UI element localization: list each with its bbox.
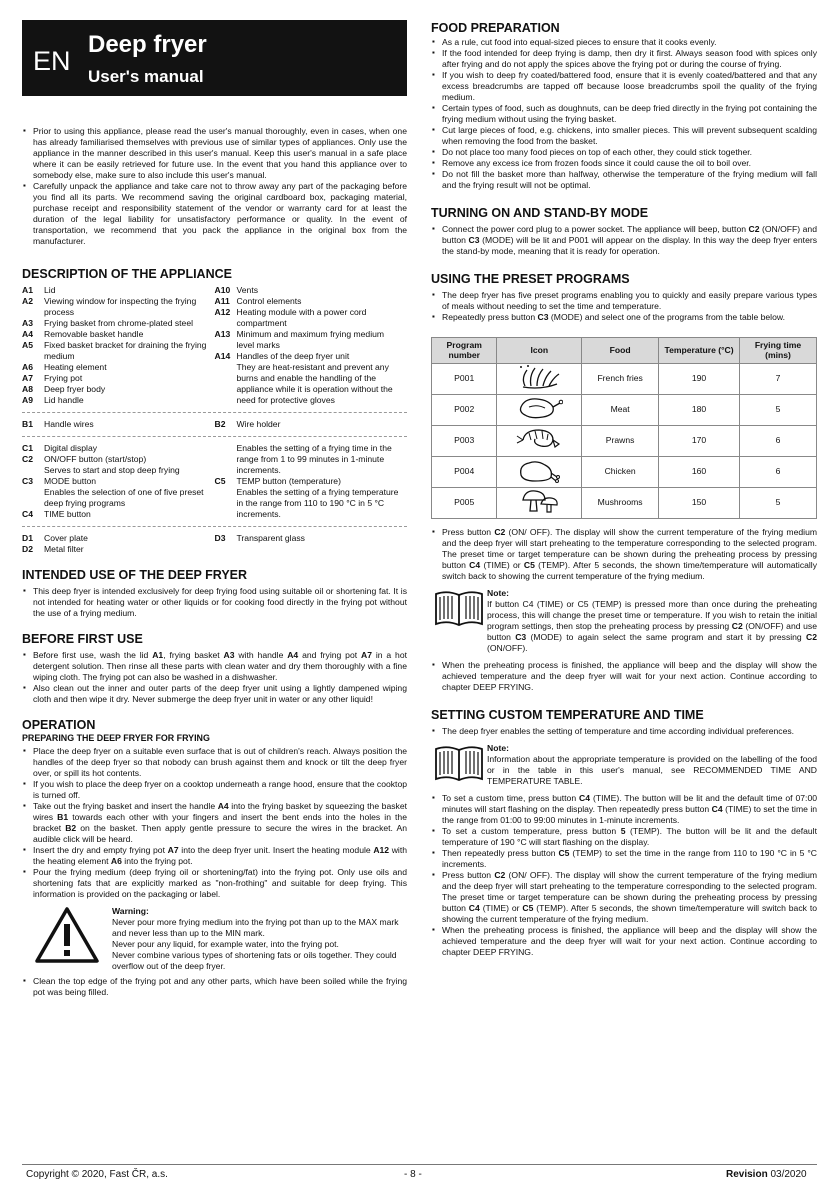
reference-code: C2 (731, 620, 743, 631)
program-number-cell: P004 (432, 456, 497, 487)
table-row (432, 456, 817, 487)
part-description: Viewing window for inspecting the frying process (44, 296, 197, 317)
reference-code: C4 (579, 792, 591, 803)
food-cell: Meat (582, 394, 659, 425)
column-header: Icon (497, 338, 582, 364)
reference-code: C4 (468, 902, 480, 913)
part-code: A9 (22, 395, 33, 405)
paragraph: ▪ Then repeatedly press button C5 (TEMP) to set the time in the range from 110 to 190 °C in 5 °C increments. (431, 848, 817, 870)
part-item (22, 509, 215, 520)
parts-col (22, 419, 215, 430)
paragraph: ▪ Pour the frying medium (deep frying oil or shortening/fat) into the frying pot. Only use oils and shortening fats that are explicitly marked as "non-frothing" and suitable for deep frying. This information is provided on the packaging or label. (22, 867, 407, 900)
part-description: Control elements (236, 296, 302, 306)
page-subtitle: User's manual (88, 67, 204, 86)
warning-line: Never pour any liquid, for example water, into the frying pot. (112, 939, 339, 950)
part-description: Deep fryer body (44, 384, 106, 394)
footer-page-number: - 8 - (404, 1169, 422, 1180)
parts-col (215, 419, 408, 430)
part-item (22, 395, 215, 406)
warning-line: Never combine various types of shortening fats or oils together. They could overflow out of the deep fryer. (112, 950, 397, 972)
part-item (22, 384, 215, 395)
list-item: ▪ Remove any excess ice from frozen foods since it could cause the oil to boil over. (431, 158, 817, 169)
column-header: Program number (432, 338, 497, 364)
part-code: C2 (22, 454, 33, 464)
reference-code: 5 (620, 825, 626, 836)
temperature-cell: 170 (659, 425, 740, 456)
french-fries-icon (515, 364, 563, 393)
parts-group-c (22, 443, 407, 527)
frying-time-cell: 5 (739, 394, 816, 425)
reference-code: A4 (287, 650, 299, 660)
food-cell: Chicken (582, 456, 659, 487)
paragraph: ▪ Clean the top edge of the frying pot and any other parts, which have been soiled while the frying pot was being filled. (22, 976, 407, 998)
section-heading: INTENDED USE OF THE DEEP FRYER (22, 568, 248, 582)
part-item (22, 373, 215, 384)
paragraph: ▪ Insert the dry and empty frying pot A7 into the deep fryer unit. Insert the heating module A12 with the heating element A6 into the frying pot. (22, 845, 407, 867)
note-box (431, 743, 817, 787)
part-item (215, 307, 408, 329)
language-code: EN (33, 46, 71, 76)
paragraph: ▪ Press button C2 (ON/ OFF). The display will show the current temperature of the frying medium and the deep fryer will start preheating to the temperature corresponding to the selected program. The preset time or target temperature can be shown during the preheating process by pressing button C4 (TIME) or C5 (TEMP). After 5 seconds, the shown time/temperature will automatically switch back to showing the current temperature of the frying medium. (431, 527, 817, 582)
frying-time-cell: 7 (739, 363, 816, 394)
standby-section (431, 205, 817, 257)
section-heading: SETTING CUSTOM TEMPERATURE AND TIME (431, 707, 704, 722)
part-description: Frying pot (44, 373, 83, 383)
program-table (431, 337, 817, 519)
part-description: Lid handle (44, 395, 84, 405)
icon-cell (497, 487, 582, 518)
reference-code: C2 (494, 526, 506, 537)
book-icon (431, 588, 487, 654)
part-description: Enables the selection of one of five preset deep frying programs (44, 487, 204, 508)
icon-cell (497, 456, 582, 487)
part-item (215, 351, 408, 362)
temperature-cell: 160 (659, 456, 740, 487)
part-item (22, 476, 215, 487)
part-description: ON/OFF button (start/stop) (44, 454, 147, 464)
frying-time-cell: 6 (739, 425, 816, 456)
temperature-cell: 150 (659, 487, 740, 518)
temperature-cell: 180 (659, 394, 740, 425)
paragraph: ▪ Take out the frying basket and insert the handle A4 into the frying basket by squeezing the basket wires B1 towards each other with your fingers and insert the bent ends into the holes in the bracket B2 on the basket. Then apply gentle pressure to secure the wires in the bracket. An audible click will be heard. (22, 801, 407, 845)
part-item (22, 544, 215, 555)
section-heading: FOOD PREPARATION (431, 21, 560, 35)
part-item (22, 487, 215, 509)
reference-code: B1 (57, 812, 69, 823)
part-code: A5 (22, 340, 33, 350)
meat-icon (515, 395, 563, 424)
footer-revision (726, 1169, 807, 1182)
part-item (22, 454, 215, 465)
before-first-use-section (22, 631, 407, 705)
paragraph: ▪ Repeatedly press button C3 (MODE) and select one of the programs from the table below. (431, 312, 817, 323)
icon-cell (497, 394, 582, 425)
table-row (432, 394, 817, 425)
footer-divider (22, 1164, 817, 1165)
part-code: B1 (22, 419, 33, 429)
paragraph: ▪ To set a custom temperature, press button 5 (TEMP). The button will be lit and the default temperature of 190 °C will start flashing on the display. (431, 826, 817, 848)
part-item (215, 285, 408, 296)
part-item (22, 329, 215, 340)
footer-copyright: Copyright © 2020, Fast ČR, a.s. (26, 1169, 168, 1180)
part-code: D1 (22, 533, 33, 543)
note-title: Note: (487, 742, 509, 753)
parts-col (215, 285, 408, 406)
food-cell: Mushrooms (582, 487, 659, 518)
table-row (432, 425, 817, 456)
list-item: ▪ If you wish to deep fry coated/battered food, ensure that it is evenly coated/battered and that any excess breadcrumbs are tapped off because loose breadcrumbs spoil the quality of the frying medium. (431, 70, 817, 103)
part-item (22, 340, 215, 362)
part-item (215, 419, 408, 430)
parts-col (22, 533, 215, 555)
part-code: A10 (214, 285, 231, 295)
reference-code: C3 (537, 312, 549, 322)
program-number-cell: P003 (432, 425, 497, 456)
part-description: Enables the setting of a frying time in the range from 1 to 99 minutes in 1-minute increments. (236, 443, 392, 475)
reference-code: C2 (806, 631, 817, 642)
part-code: A2 (22, 296, 33, 306)
part-description: Serves to start and stop deep frying (44, 465, 180, 475)
paragraph: ▪ Also clean out the inner and outer parts of the deep fryer unit using a lightly dampened wiping cloth and then wipe it dry. Never submerge the deep fryer unit in water or any other liquid! (22, 683, 407, 705)
section-heading: BEFORE FIRST USE (22, 632, 143, 646)
part-code (215, 362, 237, 406)
part-code: A3 (22, 318, 33, 328)
program-number-cell: P005 (432, 487, 497, 518)
section-heading: OPERATION (22, 718, 96, 732)
subheading: PREPARING THE DEEP FRYER FOR FRYING (22, 733, 210, 743)
food-cell: French fries (582, 363, 659, 394)
parts-col (215, 443, 408, 520)
frying-time-cell: 5 (739, 487, 816, 518)
part-code: A12 (214, 307, 231, 317)
part-description: Heating element (44, 362, 107, 372)
part-code (22, 487, 44, 509)
part-description: Lid (44, 285, 56, 295)
part-description: Fixed basket bracket for draining the frying medium (44, 340, 207, 361)
operation-section (22, 717, 407, 998)
paragraph: ▪ When the preheating process is finished, the appliance will beep and the display will show the achieved temperature and the deep fryer will wait for your next action. Continue according to chapter DEEP FRYING. (431, 925, 817, 958)
warning-box (22, 906, 407, 972)
revision-date: 03/2020 (770, 1169, 807, 1180)
part-item (215, 533, 408, 544)
note-text: If button C4 (TIME) or C5 (TEMP) is pressed more than once during the preheating process, this will change the preset time or temperature. If you wish to retain the initial program settings, then stop the preheating process by pressing C2 (ON/OFF) and use button C3 (MODE) to again select the same program and start it by pressing C2 (ON/OFF). (487, 598, 817, 653)
part-item (22, 362, 215, 373)
part-description: Handle wires (44, 419, 94, 429)
part-description: Minimum and maximum frying medium level marks (236, 329, 385, 350)
description-section (22, 266, 407, 555)
right-column (431, 20, 817, 958)
mushrooms-icon (515, 488, 563, 517)
part-description: Removable basket handle (44, 329, 144, 339)
part-code: A11 (214, 296, 230, 306)
part-item (215, 476, 408, 487)
part-code: C1 (22, 443, 33, 453)
part-item (215, 362, 408, 406)
part-description: Digital display (44, 443, 98, 453)
part-item (22, 285, 215, 296)
custom-section (431, 707, 817, 958)
table-row (432, 487, 817, 518)
part-description: Vents (236, 285, 259, 295)
reference-code: C4 (711, 803, 723, 814)
reference-code: C5 (522, 902, 534, 913)
reference-code: C5 (523, 559, 535, 570)
page-title: Deep fryer (88, 31, 207, 58)
paragraph: ▪ To set a custom time, press button C4 (TIME). The button will be lit and the default time of 07:00 minutes will start flashing on the display. Then repeatedly press button C4 (TIME) to set the time in the range from 01:00 to 99:00 minutes in 1-minute increments. (431, 793, 817, 826)
part-code (22, 465, 44, 476)
part-code: D3 (214, 533, 226, 543)
part-description: They are heat-resistant and prevent any burns and enable the handling of the appliance while it is operation without the need for protective gloves (236, 362, 393, 405)
section-heading: TURNING ON AND STAND-BY MODE (431, 206, 649, 220)
part-item (22, 465, 215, 476)
paragraph: ▪ This deep fryer is intended exclusively for deep frying food using suitable oil or shortening fat. It is not intended for heating water or other liquids or for cooking food directly in the frying pot without the use of a frying medium. (22, 586, 407, 619)
food-prep-section (431, 20, 817, 191)
parts-col (22, 443, 215, 520)
parts-group-a (22, 285, 407, 413)
reference-code: C2 (748, 224, 760, 234)
part-code: B2 (214, 419, 226, 429)
icon-cell (497, 425, 582, 456)
reference-code: A7 (167, 845, 179, 856)
parts-col (22, 285, 215, 406)
part-description: Frying basket from chrome-plated steel (44, 318, 194, 328)
column-header: Food (582, 338, 659, 364)
part-description: Metal filter (44, 544, 84, 554)
table-row (432, 363, 817, 394)
table-header-row (432, 338, 817, 364)
parts-col (215, 533, 408, 555)
part-code: C3 (22, 476, 33, 486)
parts-group-d (22, 533, 407, 555)
paragraph: ▪ The deep fryer has five preset programs enabling you to quickly and easily prepare various types of meals without needing to set the time and temperature. (431, 290, 817, 312)
part-item (215, 487, 408, 520)
part-description: TIME button (44, 509, 91, 519)
part-description: Heating module with a power cord compartment (236, 307, 367, 328)
column-header: Frying time (mins) (739, 338, 816, 364)
title-banner (22, 20, 407, 96)
list-item: ▪ Do not fill the basket more than halfway, otherwise the temperature of the frying medium will fall and the frying result will not be optimal. (431, 169, 817, 191)
warning-title: Warning: (112, 906, 149, 917)
reference-code: A3 (223, 650, 235, 660)
intro-list (22, 126, 407, 247)
part-description: Wire holder (236, 419, 281, 429)
reference-code: A12 (373, 845, 390, 856)
warning-line: Never pour more frying medium into the frying pot than up to the MAX mark and never less than up to the MIN mark. (112, 917, 399, 939)
part-code: A13 (214, 329, 231, 339)
reference-code: A7 (360, 650, 372, 660)
reference-code: C3 (468, 235, 480, 245)
part-description: Enables the setting of a frying temperature in the range from 110 to 190 °C in 5 °C increments. (236, 487, 399, 519)
intended-use-section (22, 567, 407, 619)
part-description: TEMP button (temperature) (236, 476, 341, 486)
program-number-cell: P002 (432, 394, 497, 425)
paragraph: ▪ Press button C2 (ON/ OFF). The display will show the current temperature of the frying medium and the deep fryer will start preheating to the temperature corresponding to the selected program. The preset time or target temperature can be shown during the preheating process by pressing button C4 (TIME) or C5 (TEMP). After 5 seconds, the shown time/temperature will switch back to showing the current temperature of the frying medium. (431, 870, 817, 925)
food-prep-list (431, 37, 817, 191)
part-description: MODE button (44, 476, 97, 486)
part-description: Handles of the deep fryer unit (236, 351, 350, 361)
reference-code: C2 (494, 869, 506, 880)
section-heading: USING THE PRESET PROGRAMS (431, 272, 630, 286)
prawns-icon (515, 426, 563, 455)
note-text: Information about the appropriate temperature is provided on the labelling of the food or in the table in this user's manual, see RECOMMENDED TIME AND TEMPERATURE TABLE. (487, 753, 817, 786)
food-cell: Prawns (582, 425, 659, 456)
revision-label: Revision (726, 1169, 768, 1180)
intro-item: ▪ Carefully unpack the appliance and take care not to throw away any part of the packaging before you find all its parts. We recommend saving the original cardboard box, packaging material, purchase receipt and responsibility statement of the vendor or warranty card for at least the duration of the legal liability for unsatisfactory performance or quality. In the event of transportation, we recommend that you pack the appliance in the original box from the manufacturer. (22, 181, 407, 247)
part-item (22, 533, 215, 544)
parts-group-b (22, 419, 407, 437)
paragraph: ▪ Before first use, wash the lid A1, frying basket A3 with handle A4 and frying pot A7 in a hot detergent solution. Then rinse all these parts with clean water and dry them thoroughly with a fine wiping cloth. The frying pot can also be washed in a dishwasher. (22, 650, 407, 683)
list-item: ▪ As a rule, cut food into equal-sized pieces to ensure that it cooks evenly. (431, 37, 817, 48)
part-item (22, 296, 215, 318)
reference-code: A4 (217, 801, 229, 812)
part-code (215, 487, 237, 520)
part-item (215, 443, 408, 476)
list-item: ▪ If the food intended for deep frying is damp, then dry it first. Always season food with spices only after frying and do not apply the spices above the frying pot or during the course of frying. (431, 48, 817, 70)
part-item (22, 419, 215, 430)
part-code: A8 (22, 384, 33, 394)
part-code (215, 443, 237, 476)
preset-section (431, 271, 817, 693)
temperature-cell: 190 (659, 363, 740, 394)
part-item (215, 329, 408, 351)
paragraph: ▪ The deep fryer enables the setting of temperature and time according individual preferences. (431, 726, 817, 737)
reference-code: A6 (110, 856, 122, 867)
reference-code: A1 (152, 650, 164, 660)
part-item (22, 443, 215, 454)
note-box (431, 588, 817, 654)
part-code: C5 (214, 476, 226, 486)
frying-time-cell: 6 (739, 456, 816, 487)
reference-code: C3 (515, 631, 527, 642)
paragraph: ▪ Place the deep fryer on a suitable even surface that is out of children's reach. Always position the handles of the deep fryer so that nobody can brush against them and knock or tilt the deep fryer over, or spill its hot contents. (22, 746, 407, 779)
paragraph: ▪ If you wish to place the deep fryer on a cooktop underneath a range hood, ensure that the cooktop is turned off. (22, 779, 407, 801)
paragraph: ▪ Connect the power cord plug to a power socket. The appliance will beep, button C2 (ON/OFF) and button C3 (MODE) will be lit and P001 will appear on the display. In this way the deep fryer enters the stand-by mode, meaning that it is ready for operation. (431, 224, 817, 257)
part-code: A6 (22, 362, 33, 372)
list-item: ▪ Certain types of food, such as doughnuts, can be deep fried directly in the frying pot containing the frying medium without using the frying basket. (431, 103, 817, 125)
part-description: Transparent glass (236, 533, 305, 543)
reference-code: B2 (65, 823, 77, 834)
part-code: A4 (22, 329, 33, 339)
part-code: A7 (22, 373, 33, 383)
part-item (215, 296, 408, 307)
section-heading: DESCRIPTION OF THE APPLIANCE (22, 267, 232, 281)
list-item: ▪ Cut large pieces of food, e.g. chickens, into smaller pieces. This will prevent subsequent scalding when removing the food from the basket. (431, 125, 817, 147)
left-column (22, 20, 407, 998)
part-code: C4 (22, 509, 33, 519)
column-header: Temperature (°C) (659, 338, 740, 364)
reference-code: C5 (558, 847, 570, 858)
part-item (22, 318, 215, 329)
icon-cell (497, 363, 582, 394)
part-code: D2 (22, 544, 33, 554)
book-icon (431, 743, 487, 787)
intro-item: ▪ Prior to using this appliance, please read the user's manual thoroughly, even in cases, when one has already familiarised themselves with previous use of similar types of appliances. Only use the appliance in the manner described in this user's manual. Keep this user's manual in a safe place where it can be easily retrieved for future use. In the event that you hand this appliance over to somebody else, make sure to also include this user's manual. (22, 126, 407, 181)
program-number-cell: P001 (432, 363, 497, 394)
reference-code: C4 (469, 559, 481, 570)
part-code: A1 (22, 285, 33, 295)
chicken-icon (515, 457, 563, 486)
note-title: Note: (487, 587, 509, 598)
part-description: Cover plate (44, 533, 88, 543)
part-code: A14 (214, 351, 231, 361)
paragraph: ▪ When the preheating process is finished, the appliance will beep and the display will show the achieved temperature and the deep fryer will wait for your next action. Continue according to chapter DEEP FRYING. (431, 660, 817, 693)
warning-icon (22, 906, 112, 972)
list-item: ▪ Do not place too many food pieces on top of each other, they could stick together. (431, 147, 817, 158)
